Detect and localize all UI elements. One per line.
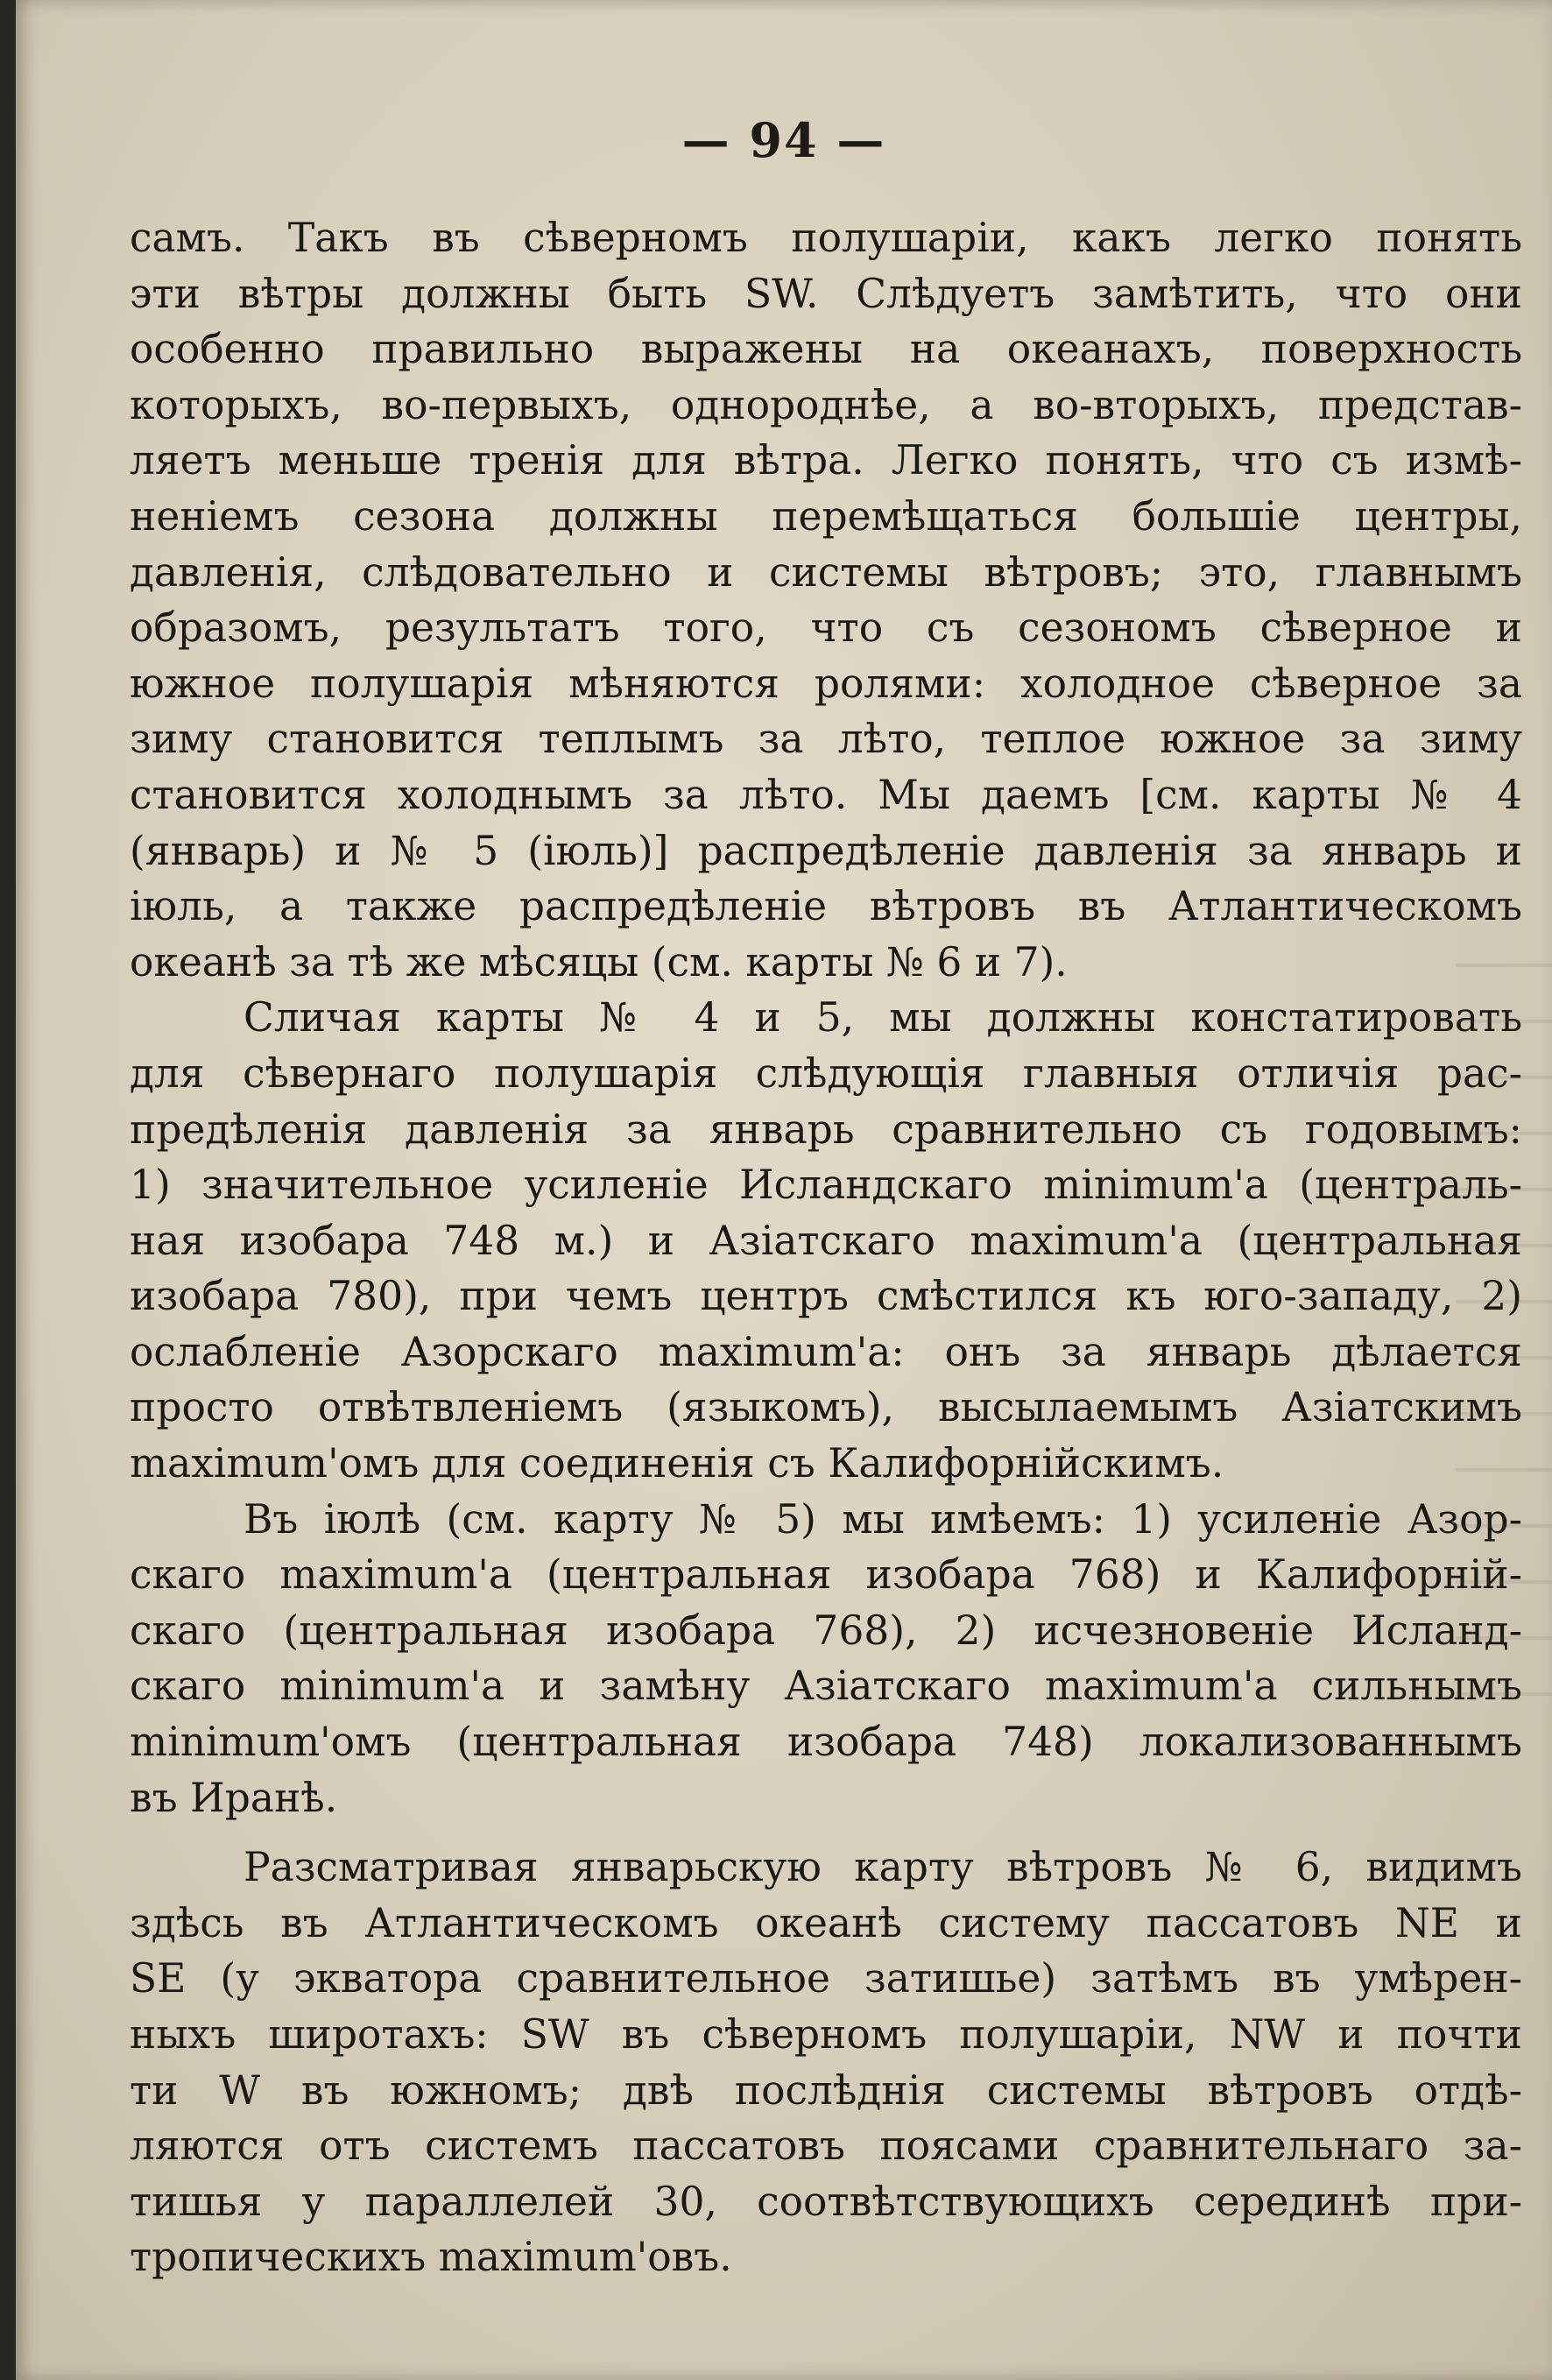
text-line: которыхъ, во-первыхъ, однороднѣе, а во-вторыхъ, представ-: [130, 381, 1522, 428]
text-line: 1) значительное усиленіе Исландскаго minimum'а (централь-: [130, 1162, 1522, 1209]
text-line: скаго (центральная изобара 768), 2) исчезновеніе Исланд-: [130, 1607, 1522, 1654]
paragraph-3: [130, 1492, 1522, 1826]
text-line: minimum'омъ (центральная изобара 748) локализованнымъ: [130, 1719, 1522, 1766]
text-line: іюль, а также распредѣленіе вѣтровъ въ Атлантическомъ: [130, 883, 1522, 930]
text-line: океанѣ за тѣ же мѣсяцы (см. карты № 6 и 7).: [130, 938, 1068, 985]
text-line: ныхъ широтахъ: SW въ сѣверномъ полушаріи, NW и почти: [130, 2011, 1522, 2058]
text-line: ослабленіе Азорскаго maximum'а: онъ за январь дѣлается: [130, 1328, 1522, 1375]
text-line: становится холоднымъ за лѣто. Мы даемъ [см. карты № 4: [130, 771, 1522, 818]
text-line: ная изобара 748 м.) и Азіатскаго maximum'а (центральная: [130, 1217, 1522, 1264]
text-line: скаго maximum'а (центральная изобара 768) и Калифорній-: [130, 1551, 1522, 1599]
text-line: особенно правильно выражены на океанахъ, поверхность: [130, 326, 1522, 373]
text-line: въ Иранѣ.: [130, 1774, 338, 1821]
paragraph-2: [130, 990, 1522, 1491]
text-line: Сличая карты № 4 и 5, мы должны констатировать: [243, 994, 1522, 1042]
book-page: [16, 0, 1552, 2380]
text-line: для сѣвернаго полушарія слѣдующія главныя отличія рас-: [130, 1049, 1522, 1097]
paragraph-1: [130, 210, 1522, 990]
text-line: ляетъ меньше тренія для вѣтра. Легко понять, что съ измѣ-: [130, 437, 1522, 484]
text-line: Въ іюлѣ (см. карту № 5) мы имѣемъ: 1) усиленіе Азор-: [243, 1495, 1522, 1543]
page-number: — 94 —: [681, 112, 886, 168]
text-line: эти вѣтры должны быть SW. Слѣдуетъ замѣтить, что они: [130, 270, 1522, 317]
text-line: тропическихъ maximum'овъ.: [130, 2234, 732, 2281]
text-line: южное полушарія мѣняются ролями: холодное сѣверное за: [130, 660, 1522, 707]
text-line: здѣсь въ Атлантическомъ океанѣ систему пассатовъ NE и: [130, 1899, 1522, 1946]
text-line: просто отвѣтвленіемъ (языкомъ), высылаемымъ Азіатскимъ: [130, 1384, 1522, 1431]
text-line: Разсматривая январьскую карту вѣтровъ № 6, видимъ: [243, 1844, 1522, 1891]
text-line: скаго minimum'а и замѣну Азіатскаго maximum'а сильнымъ: [130, 1663, 1522, 1710]
text-line: maximum'омъ для соединенія съ Калифорнійскимъ.: [130, 1440, 1224, 1487]
paragraph-4: [130, 1840, 1522, 2285]
page-text: [130, 210, 1522, 2285]
text-line: самъ. Такъ въ сѣверномъ полушаріи, какъ легко понять: [130, 215, 1522, 261]
text-line: давленія, слѣдовательно и системы вѣтровъ; это, главнымъ: [130, 548, 1522, 596]
text-line: SE (у экватора сравнительное затишье) затѣмъ въ умѣрен-: [130, 1955, 1522, 2002]
text-line: неніемъ сезона должны перемѣщаться большіе центры,: [130, 492, 1522, 540]
text-line: предѣленія давленія за январь сравнительно съ годовымъ:: [130, 1105, 1522, 1153]
text-line: зиму становится теплымъ за лѣто, теплое южное за зиму: [130, 716, 1522, 763]
text-line: ляются отъ системъ пассатовъ поясами сравнительнаго за-: [130, 2122, 1522, 2170]
text-line: образомъ, результатъ того, что съ сезономъ сѣверное и: [130, 604, 1522, 652]
bleed-through-shadow: [1456, 929, 1552, 1717]
text-line: (январь) и № 5 (іюль)] распредѣленіе давленія за январь и: [130, 827, 1522, 874]
text-line: изобара 780), при чемъ центръ смѣстился къ юго-западу, 2): [130, 1273, 1522, 1320]
text-line: ти W въ южномъ; двѣ послѣднія системы вѣтровъ отдѣ-: [130, 2066, 1522, 2114]
text-line: тишья у параллелей 30, соотвѣтствующихъ серединѣ при-: [130, 2178, 1522, 2225]
